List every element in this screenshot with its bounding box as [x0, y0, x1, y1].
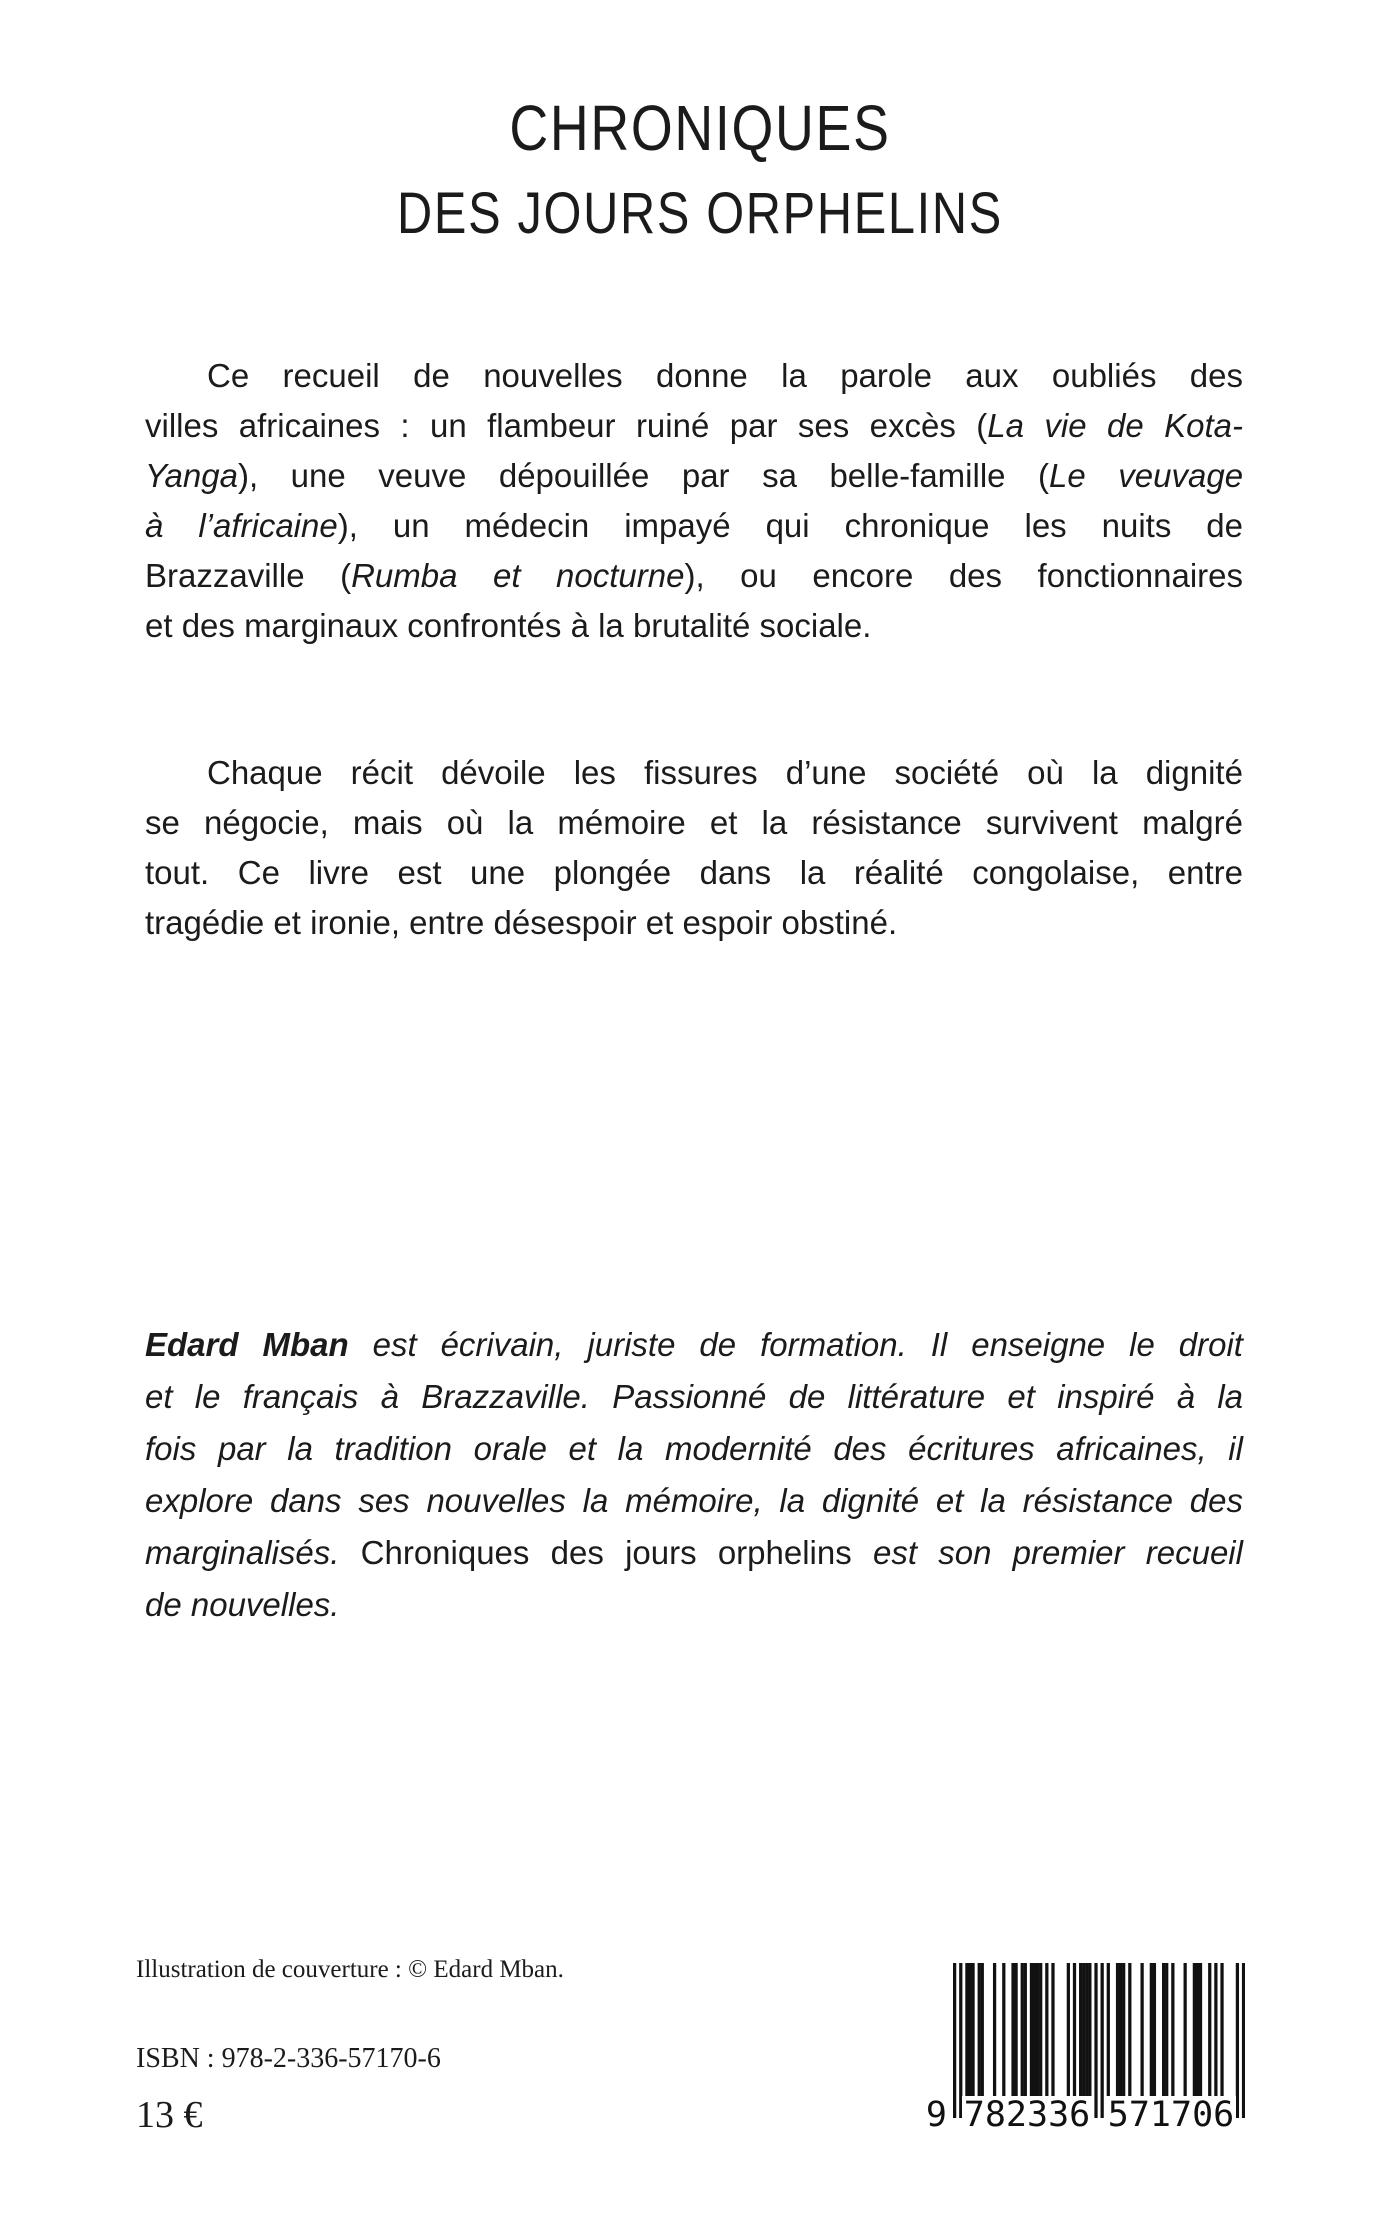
- barcode-digits-group1: 782336: [963, 2095, 1091, 2135]
- text-line: [145, 551, 1243, 601]
- text-segment: Rumba et nocturne: [351, 557, 685, 594]
- text-segment: est son premier recueil: [851, 1534, 1243, 1571]
- text-segment: tout. Ce livre est une plongée dans la réalité congolaise, entre: [145, 854, 1244, 891]
- text-segment: Le veuvage: [1049, 457, 1244, 494]
- text-segment: La vie de Kota-: [987, 407, 1243, 444]
- text-line: [145, 1579, 1243, 1631]
- text-segment: ), un médecin impayé qui chronique les nuits de: [337, 507, 1244, 544]
- text-segment: de nouvelles.: [145, 1586, 340, 1623]
- text-segment: et le français à Brazzaville. Passionné de littérature et inspiré à la: [145, 1378, 1244, 1415]
- book-title-line1: CHRONIQUES: [509, 92, 891, 164]
- text-line: [145, 848, 1243, 898]
- text-segment: Brazzaville (: [145, 557, 352, 594]
- text-segment: ), une veuve dépouillée par sa belle-famille (: [237, 457, 1050, 494]
- text-segment: fois par la tradition orale et la modernité des écritures africaines, il: [145, 1430, 1243, 1467]
- text-segment: villes africaines : un flambeur ruiné par ses excès (: [145, 407, 988, 444]
- text-segment: se négocie, mais où la mémoire et la résistance survivent malgré: [145, 804, 1243, 841]
- text-segment: Chaque récit dévoile les fissures d’une société où la dignité: [207, 754, 1243, 791]
- synopsis-paragraph-1: [145, 351, 1243, 651]
- cover-illustration-credit: Illustration de couverture : © Edard Mban.: [136, 1956, 564, 1983]
- text-segment: Ce recueil de nouvelles donne la parole aux oubliés des: [207, 357, 1244, 394]
- text-line: [145, 1527, 1243, 1579]
- text-segment: est écrivain, juriste de formation. Il enseigne le droit: [348, 1326, 1243, 1363]
- ean13-barcode: [925, 1963, 1245, 2135]
- price-text: 13 €: [136, 2094, 203, 2136]
- text-line: [145, 401, 1243, 451]
- text-line: [145, 798, 1243, 848]
- text-line: [145, 601, 1243, 651]
- text-segment: Chroniques des jours orphelins: [360, 1534, 852, 1571]
- text-segment: à l’africaine: [145, 507, 338, 544]
- text-line: [145, 351, 1243, 401]
- isbn-text: ISBN : 978-2-336-57170-6: [136, 2043, 441, 2074]
- text-line: [145, 451, 1243, 501]
- text-segment: et des marginaux confrontés à la brutalité sociale.: [145, 607, 872, 644]
- book-title-line2: DES JOURS ORPHELINS: [397, 181, 1003, 246]
- synopsis-paragraph-2: [145, 748, 1243, 948]
- text-line: [145, 748, 1243, 798]
- text-line: [145, 1423, 1243, 1475]
- text-line: [145, 1319, 1243, 1371]
- text-segment: Yanga: [145, 457, 238, 494]
- text-segment: Edard Mban: [145, 1326, 349, 1363]
- text-line: [145, 1475, 1243, 1527]
- author-bio-paragraph: [145, 1319, 1243, 1631]
- text-segment: explore dans ses nouvelles la mémoire, la dignité et la résistance des: [145, 1482, 1243, 1519]
- barcode-first-digit: 9: [917, 2096, 947, 2134]
- text-segment: ), ou encore des fonctionnaires: [684, 557, 1244, 594]
- barcode-digits-group2: 571706: [1107, 2095, 1235, 2135]
- text-line: [145, 898, 1243, 948]
- text-segment: tragédie et ironie, entre désespoir et espoir obstiné.: [145, 904, 898, 941]
- text-line: [145, 501, 1243, 551]
- text-line: [145, 1371, 1243, 1423]
- text-segment: marginalisés.: [145, 1534, 361, 1571]
